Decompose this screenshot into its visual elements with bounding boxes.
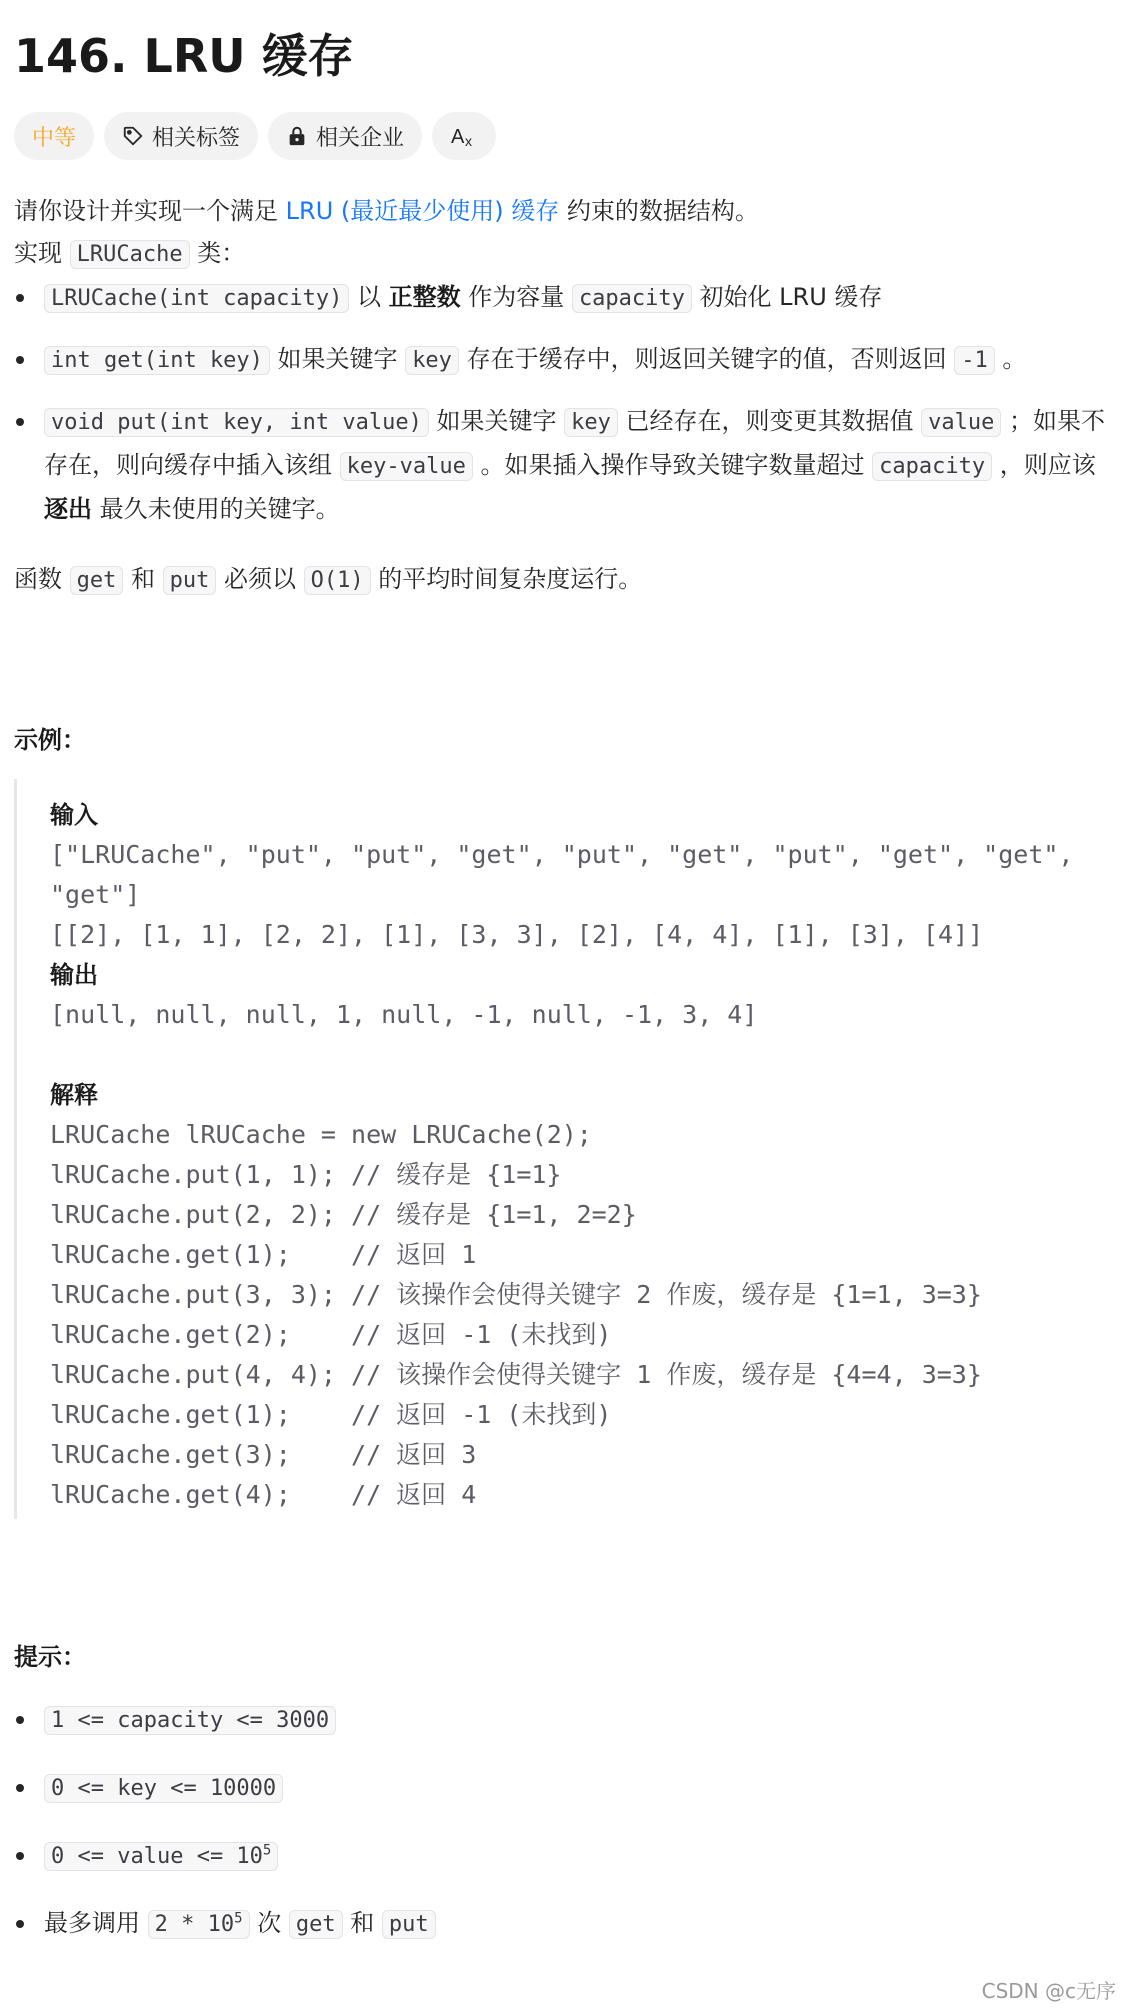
related-tags-label: 相关标签 [152,125,241,151]
difficulty-badge[interactable] [14,112,94,160]
tag-bar [14,112,1116,160]
lru-link[interactable]: LRU (最近最少使用) 缓存 [285,197,560,225]
example-heading: 示例： [14,726,86,754]
translate-icon [450,124,478,148]
impl-paragraph: 实现 LRUCache 类： [14,239,246,267]
related-tags-button[interactable] [104,112,258,160]
explain-label: 解释 [50,1081,98,1109]
constraints-list [14,1698,1116,1946]
constraint-item: 0 <= value <= $10^5$ [14,1834,1116,1878]
list-item-put: void put(int key, int value) 如果关键字 key 已经存在，则变更其数据值 value ；如果不存在，则向缓存中插入该组 key-value 。如果插入操作导致关键字数量超过 capacity ，则应该 逐出 最久未使用的关键字。 [14,400,1116,530]
input-line-1: ["LRUCache", "put", "put", "get", "put", "get", "put", "get", "get", "get"] [50,840,1074,909]
input-line-2: [[2], [1, 1], [2, 2], [1], [3, 3], [2], [4, 4], [1], [3], [4]] [50,920,984,949]
constraint-item: 最多调用 $2 * 10^5$ 次 get 和 put [14,1902,1116,1946]
complexity-paragraph: 函数 get 和 put 必须以 O(1) 的平均时间复杂度运行。 [14,565,643,593]
output-label: 输出 [50,961,98,989]
explain-line: lRUCache.get(1); // 返回 -1 (未找到) [50,1400,612,1429]
constraint-item: 0 <= key <= 10000 [14,1766,1116,1810]
difficulty-label: 中等 [32,125,77,151]
list-item-constructor: LRUCache(int capacity) 以 正整数 作为容量 capacity 初始化 LRU 缓存 [14,276,1116,320]
explain-line: lRUCache.get(4); // 返回 4 [50,1480,477,1509]
explain-line: lRUCache.get(2); // 返回 -1 (未找到) [50,1320,612,1349]
constraint-item: 1 <= capacity <= 3000 [14,1698,1116,1742]
method-list [14,276,1116,530]
explain-line: lRUCache.put(1, 1); // 缓存是 {1=1} [50,1160,562,1189]
explain-line: LRUCache lRUCache = new LRUCache(2); [50,1120,592,1149]
constraints-heading: 提示： [14,1643,86,1671]
list-item-get: int get(int key) 如果关键字 key 存在于缓存中，则返回关键字的值，否则返回 -1 。 [14,338,1116,382]
explain-line: lRUCache.get(3); // 返回 3 [50,1440,477,1469]
input-label: 输入 [50,801,98,829]
explain-line: lRUCache.put(2, 2); // 缓存是 {1=1, 2=2} [50,1200,637,1229]
svg-text:x: x [465,133,473,148]
related-companies-button[interactable] [268,112,422,160]
page-title: 146. LRU 缓存 [14,29,354,83]
output-line: [null, null, null, 1, null, -1, null, -1, 3, 4] [50,1000,758,1029]
example-block [14,779,1116,1519]
explain-line: lRUCache.put(4, 4); // 该操作会使得关键字 1 作废，缓存是 {4=4, 3=3} [50,1360,982,1389]
explain-line: lRUCache.put(3, 3); // 该操作会使得关键字 2 作废，缓存是 {1=1, 3=3} [50,1280,982,1309]
lock-icon [286,125,308,147]
watermark: CSDN @c无序 [981,1979,1116,2003]
intro-paragraph: 请你设计并实现一个满足 LRU (最近最少使用) 缓存 约束的数据结构。 [14,197,759,225]
tag-icon [122,125,144,147]
lrucache-code: LRUCache [70,240,190,269]
explain-line: lRUCache.get(1); // 返回 1 [50,1240,477,1269]
svg-text:A: A [451,126,465,148]
related-companies-label: 相关企业 [316,125,405,151]
translate-button[interactable] [432,112,496,160]
